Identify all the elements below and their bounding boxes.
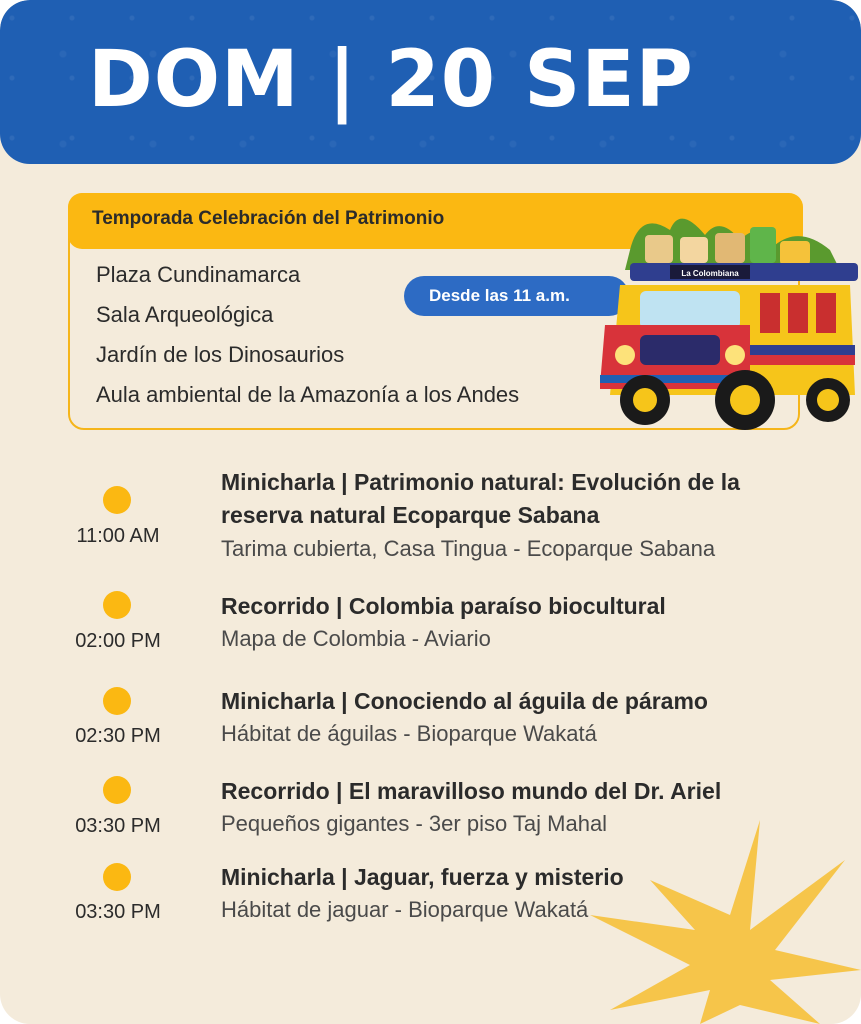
event-place: Hábitat de águilas - Bioparque Wakatá xyxy=(221,721,597,746)
event-title: Recorrido | El maravilloso mundo del Dr. Ariel xyxy=(221,778,722,804)
time-pill: Desde las 11 a.m. xyxy=(404,276,629,316)
event-time: 03:30 PM xyxy=(75,815,161,837)
chiva-bus-icon xyxy=(600,205,861,445)
event-title: reserva natural Ecoparque Sabana xyxy=(221,502,600,528)
timeline-dot-icon xyxy=(103,687,131,715)
event-time: 02:30 PM xyxy=(75,725,161,747)
event-place: Hábitat de jaguar - Bioparque Wakatá xyxy=(221,897,589,922)
event-time: 11:00 AM xyxy=(76,525,160,547)
timeline-dot-icon xyxy=(103,863,131,891)
event-title: Minicharla | Jaguar, fuerza y misterio xyxy=(221,864,624,890)
event-time: 03:30 PM xyxy=(75,901,161,923)
event-place: Mapa de Colombia - Aviario xyxy=(221,626,491,651)
event-title: Minicharla | Patrimonio natural: Evolución de la xyxy=(221,469,740,495)
date-header xyxy=(0,0,861,164)
event-place: Pequeños gigantes - 3er piso Taj Mahal xyxy=(221,811,608,836)
event-title: Recorrido | Colombia paraíso biocultural xyxy=(221,593,666,619)
date-title: DOM | 20 SEP xyxy=(88,35,694,125)
venue-item: Sala Arqueológica xyxy=(96,302,274,327)
star-decoration-icon xyxy=(590,820,861,1024)
timeline-dot-icon xyxy=(103,486,131,514)
bus-sign: La Colombiana xyxy=(681,269,739,278)
venue-item: Aula ambiental de la Amazonía a los Andes xyxy=(96,382,520,407)
timeline-dot-icon xyxy=(103,591,131,619)
event-place: Tarima cubierta, Casa Tingua - Ecoparque Sabana xyxy=(221,536,716,561)
venue-item: Jardín de los Dinosaurios xyxy=(96,342,345,367)
timeline-dot-icon xyxy=(103,776,131,804)
event-time: 02:00 PM xyxy=(75,630,161,652)
venue-item: Plaza Cundinamarca xyxy=(96,262,301,287)
season-title: Temporada Celebración del Patrimonio xyxy=(92,208,445,229)
event-title: Minicharla | Conociendo al águila de páramo xyxy=(221,688,708,714)
